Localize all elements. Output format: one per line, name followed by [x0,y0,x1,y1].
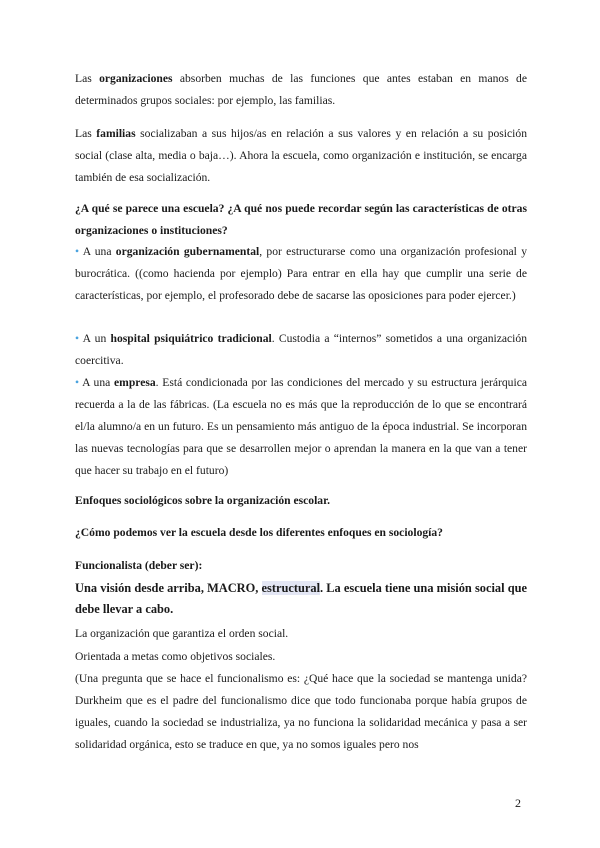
page-number: 2 [515,796,521,810]
text-run: . La escuela tiene una misión social que debe llevar a cabo. [75,581,527,616]
heading-funcionalista [75,555,527,577]
bold-text: ¿A qué se parece una escuela? ¿A qué nos puede recordar según las características de otras organizaciones o instituciones? [75,202,527,237]
bullet-empresa [75,372,527,482]
text-run: A un [79,332,111,345]
bold-text: ¿Cómo podemos ver la escuela desde los diferentes enfoques en sociología? [75,526,443,539]
bold-term: empresa [114,376,156,389]
paragraph-organizaciones [75,68,527,112]
text-run: Las [75,72,100,85]
question-enfoques [75,522,527,544]
bold-term: hospital psiquiátrico tradicional [110,332,272,345]
heading-vision-macro [75,578,527,620]
bold-text: Enfoques sociológicos sobre la organización escolar. [75,494,331,507]
bullet-icon: • [75,376,80,389]
text-run: , por estructurarse como una organización profesional y burocrática. ((como hacienda por ejemplo) Para entrar en ella hay que cumplir una serie de características, por ejemplo, el profesorado debe de sacarse las oposiciones para poder ejercer.) [75,245,527,302]
text-run: Una visión desde arriba, MACRO, [75,581,262,595]
text-run: Las [75,127,97,140]
bold-term: familias [96,127,136,140]
text-run: A una [79,376,115,389]
highlighted-term: estructural [261,581,321,595]
line-metas: Orientada a metas como objetivos sociales. [75,650,276,663]
bullet-icon: • [75,245,80,258]
bullet-gubernamental [75,241,527,307]
paragraph-familias [75,123,527,189]
bold-text: Funcionalista (deber ser): [75,559,203,572]
bullet-hospital [75,328,527,372]
bold-term: organizaciones [99,72,173,85]
bold-term: organización gubernamental [115,245,260,258]
text-run: absorben muchas de las funciones que antes estaban en manos de determinados grupos sociales: por ejemplo, las familias. [75,72,527,107]
text-run: socializaban a sus hijos/as en relación a sus valores y en relación a su posición social (clase alta, media o baja…). Ahora la escuela, como organización e institución, se encarga también de esa socialización. [75,127,527,184]
text-run: . Está condicionada por las condiciones del mercado y su estructura jerárquica recuerda a la de las fábricas. (La escuela no es más que la reproducción de lo que se encontrará el/la alumno/a en un futuro. Es un pensamiento más antiguo de la época industrial. Se incorporan las nuevas tecnologías para que se desarrollen mejor o aprendan la manera en la que van a tener que hacer su trabajo en el futuro) [75,376,527,477]
paragraph-durkheim: (Una pregunta que se hace el funcionalismo es: ¿Qué hace que la sociedad se mantenga unida? Durkheim que es el padre del funcionalismo dice que todo funcionaba porque había grupos de iguales, cuando la sociedad se industrializa, ya no funciona la solidaridad mecánica y pasa a ser solidaridad orgánica, esto se traduce en que, ya no somos iguales pero nos [75,672,527,751]
section-heading-enfoques [75,490,527,512]
text-run: A una [79,245,116,258]
question-heading [75,198,527,242]
line-orden-social: La organización que garantiza el orden social. [75,627,289,640]
bullet-icon: • [75,332,80,345]
text-run: . Custodia a “internos” sometidos a una organización coercitiva. [75,332,527,367]
